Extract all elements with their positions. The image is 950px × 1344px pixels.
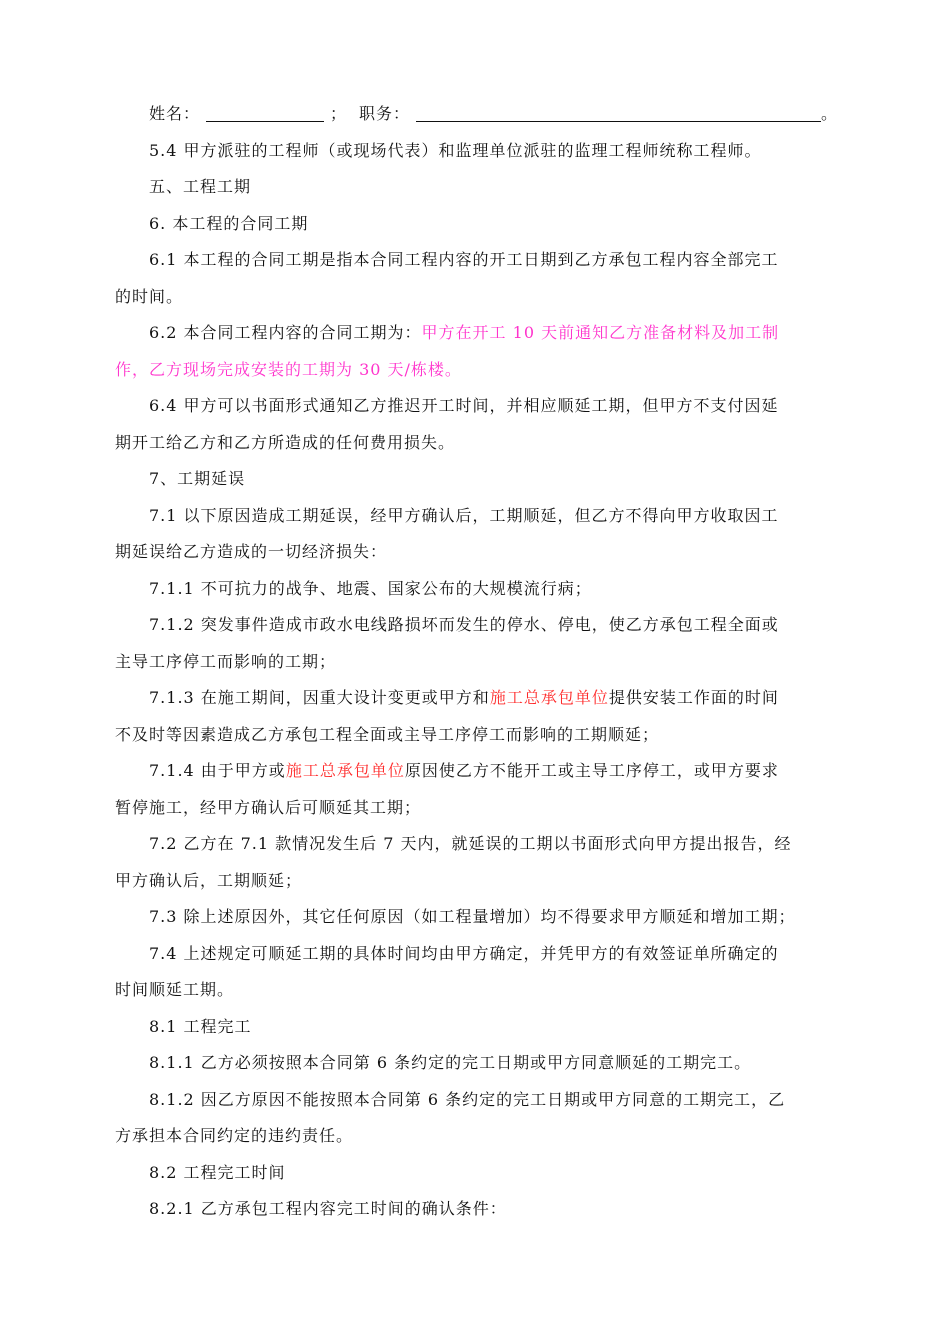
clause-7-1-3-line2: 不及时等因素造成乙方承包工程全面或主导工序停工而影响的工期顺延； [115, 724, 660, 744]
clause-5-4: 5.4 甲方派驻的工程师（或现场代表）和监理单位派驻的监理工程师统称工程师。 [149, 140, 762, 160]
clause-6-1-line1: 6.1 本工程的合同工期是指本合同工程内容的开工日期到乙方承包工程内容全部完工 [149, 250, 779, 269]
title-label: 职务： [359, 104, 411, 123]
clause-7-1-3-part-a: 7.1.3 在施工期间，因重大设计变更或甲方和 [149, 688, 490, 707]
clause-6-4-line1: 6.4 甲方可以书面形式通知乙方推迟开工时间，并相应顺延工期，但甲方不支付因延 [149, 396, 779, 415]
clause-7-1-3-line1 [115, 680, 860, 717]
clause-7-1-4-part-b: 原因使乙方不能开工或主导工序停工，或甲方要求 [404, 761, 779, 780]
clause-6-2-highlight-1: 甲方在开工 10 天前通知乙方准备材料及加工制 [421, 323, 780, 342]
clause-7-3: 7.3 除上述原因外，其它任何原因（如工程量增加）均不得要求甲方顺延和增加工期； [149, 907, 796, 926]
clause-6-2-line2: 作，乙方现场完成安装的工期为 30 天/栋楼。 [115, 359, 462, 379]
clause-7-2-line1: 7.2 乙方在 7.1 款情况发生后 7 天内，就延误的工期以书面形式向甲方提出报告，经 [149, 834, 792, 853]
clause-6-2-line1 [115, 315, 860, 352]
clause-7-1-line2: 期延误给乙方造成的一切经济损失： [115, 542, 388, 561]
document-body [115, 96, 860, 1228]
clause-7-1-4-line1 [115, 753, 860, 790]
clause-6-4-line2: 期开工给乙方和乙方所造成的任何费用损失。 [115, 432, 456, 452]
clause-7-2-line2: 甲方确认后，工期顺延； [115, 870, 303, 890]
section-heading-5: 五、工程工期 [149, 177, 252, 196]
separator: ； [330, 104, 348, 123]
name-label: 姓名： [149, 104, 201, 123]
clause-8-1-1: 8.1.1 乙方必须按照本合同第 6 条约定的完工日期或甲方同意顺延的工期完工。 [149, 1053, 752, 1072]
clause-6-2-prefix: 6.2 本合同工程内容的合同工期为： [149, 323, 422, 342]
clause-7-1-4-part-a: 7.1.4 由于甲方或 [149, 761, 286, 780]
name-blank [206, 105, 324, 122]
clause-7-4-line1: 7.4 上述规定可顺延工期的具体时间均由甲方确定，并凭甲方的有效签证单所确定的 [149, 943, 779, 963]
clause-8-1-2-line2: 方承担本合同约定的违约责任。 [115, 1126, 354, 1145]
clause-7-1-2-line2: 主导工序停工而影响的工期； [115, 651, 337, 671]
signature-line [115, 96, 860, 133]
clause-6: 6. 本工程的合同工期 [149, 213, 309, 233]
line-end: 。 [821, 104, 839, 123]
clause-7-1-3-part-b: 提供安装工作面的时间 [608, 688, 779, 707]
clause-7-1-4-line2: 暂停施工，经甲方确认后可顺延其工期； [115, 797, 422, 817]
clause-7-1-4-highlight: 施工总承包单位 [285, 761, 405, 780]
clause-7-4-line2: 时间顺延工期。 [115, 980, 235, 999]
section-heading-7: 7、工期延误 [149, 469, 246, 488]
clause-7-1-3-highlight: 施工总承包单位 [489, 688, 609, 707]
clause-7-1-1: 7.1.1 不可抗力的战争、地震、国家公布的大规模流行病； [149, 578, 592, 598]
clause-7-1-line1: 7.1 以下原因造成工期延误，经甲方确认后，工期顺延，但乙方不得向甲方收取因工 [149, 505, 779, 525]
clause-7-1-2-line1: 7.1.2 突发事件造成市政水电线路损坏而发生的停水、停电，使乙方承包工程全面或 [149, 615, 779, 634]
section-heading-8-1: 8.1 工程完工 [149, 1016, 252, 1036]
title-blank [416, 105, 821, 122]
section-heading-8-2: 8.2 工程完工时间 [149, 1162, 286, 1182]
clause-6-1-line2: 的时间。 [115, 286, 184, 306]
clause-8-2-1: 8.2.1 乙方承包工程内容完工时间的确认条件： [149, 1199, 507, 1218]
clause-8-1-2-line1: 8.1.2 因乙方原因不能按照本合同第 6 条约定的完工日期或甲方同意的工期完工，乙 [149, 1089, 786, 1109]
